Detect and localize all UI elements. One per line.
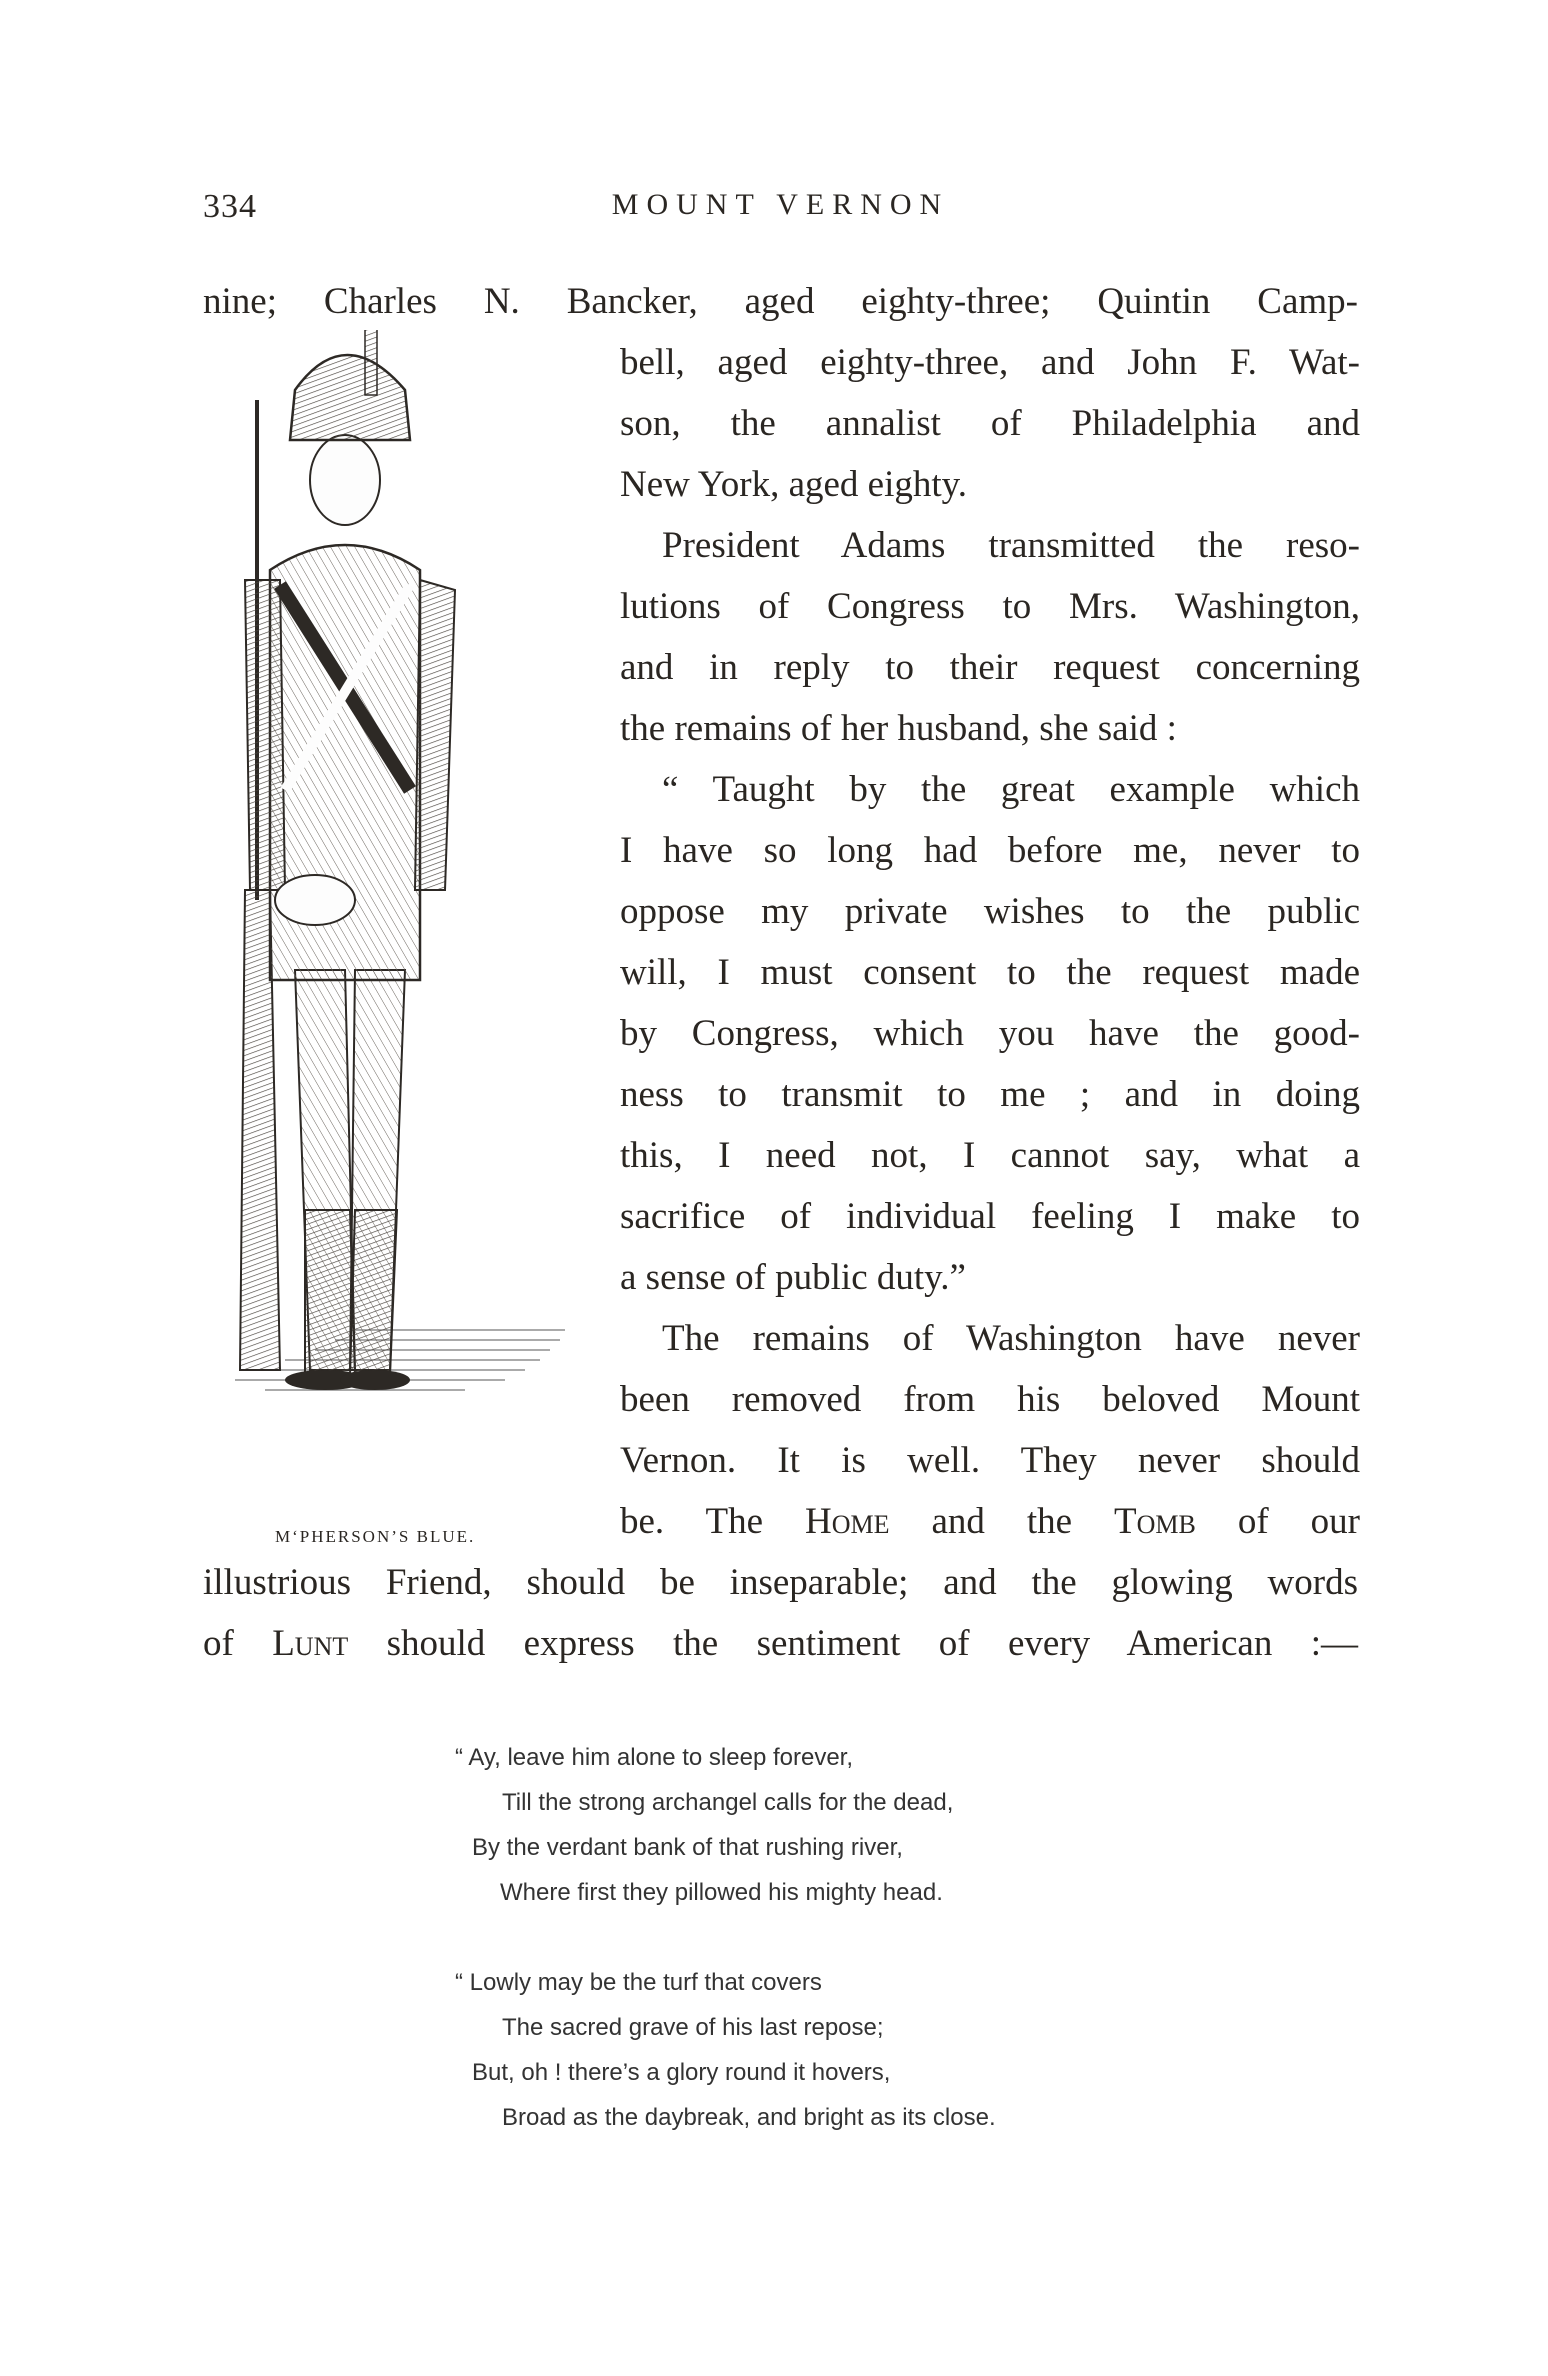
- body-line: “ Taught by the great example which: [662, 769, 1360, 810]
- text-run: should express the sentiment of every American :—: [348, 1623, 1358, 1664]
- text-run: be. The: [620, 1501, 805, 1542]
- body-line: bell, aged eighty-three, and John F. Wat-: [620, 342, 1360, 383]
- body-line: Vernon. It is well. They never should: [620, 1440, 1360, 1481]
- poem-line: “ Ay, leave him alone to sleep forever,: [455, 1744, 854, 1771]
- body-line: son, the annalist of Philadelphia and: [620, 403, 1360, 444]
- text-run: of our: [1195, 1501, 1360, 1542]
- page-number: 334: [203, 188, 257, 225]
- body-line: oppose my private wishes to the public: [620, 891, 1360, 932]
- body-line: lutions of Congress to Mrs. Washington,: [620, 586, 1360, 627]
- body-line: been removed from his beloved Mount: [620, 1379, 1360, 1420]
- body-line: by Congress, which you have the good-: [620, 1013, 1360, 1054]
- poem-line: By the verdant bank of that rushing river,: [472, 1834, 903, 1861]
- running-title: MOUNT VERNON: [611, 188, 950, 221]
- body-line: I have so long had before me, never to: [620, 830, 1360, 871]
- figure-caption: M‘PHERSON’S BLUE.: [275, 1527, 476, 1546]
- text-run: of: [203, 1623, 273, 1664]
- body-line: nine; Charles N. Bancker, aged eighty-three; Quintin Camp-: [203, 281, 1358, 322]
- poem-line: The sacred grave of his last repose;: [502, 2014, 884, 2041]
- body-line: a sense of public duty.”: [620, 1257, 966, 1298]
- soldier-illustration: [205, 330, 575, 1520]
- body-line: this, I need not, I cannot say, what a: [620, 1135, 1360, 1176]
- body-line: sacrifice of individual feeling I make to: [620, 1196, 1360, 1237]
- body-line: illustrious Friend, should be inseparable; and the glowing words: [203, 1562, 1358, 1603]
- poem-line: Broad as the daybreak, and bright as its close.: [502, 2104, 996, 2131]
- poem-line: “ Lowly may be the turf that covers: [455, 1969, 822, 1996]
- body-line: and in reply to their request concerning: [620, 647, 1360, 688]
- poem-line: Till the strong archangel calls for the dead,: [502, 1789, 954, 1816]
- body-line: the remains of her husband, she said :: [620, 708, 1177, 749]
- body-line: [620, 1492, 1360, 1552]
- body-line: ness to transmit to me ; and in doing: [620, 1074, 1360, 1115]
- page-header: [203, 188, 1358, 238]
- poem-line: But, oh ! there’s a glory round it hovers,: [472, 2059, 891, 2086]
- body-line: President Adams transmitted the reso-: [662, 525, 1360, 566]
- body-line: will, I must consent to the request made: [620, 952, 1360, 993]
- body-line: The remains of Washington have never: [662, 1318, 1360, 1359]
- small-caps-home: Home: [804, 1501, 890, 1542]
- small-caps-lunt: Lunt: [272, 1623, 349, 1664]
- body-line: [203, 1614, 1358, 1674]
- soldier-engraving: [205, 330, 575, 1520]
- poem-line: Where first they pillowed his mighty head.: [500, 1879, 943, 1906]
- small-caps-tomb: Tomb: [1114, 1501, 1196, 1542]
- text-run: and the: [889, 1501, 1115, 1542]
- body-line: New York, aged eighty.: [620, 464, 968, 505]
